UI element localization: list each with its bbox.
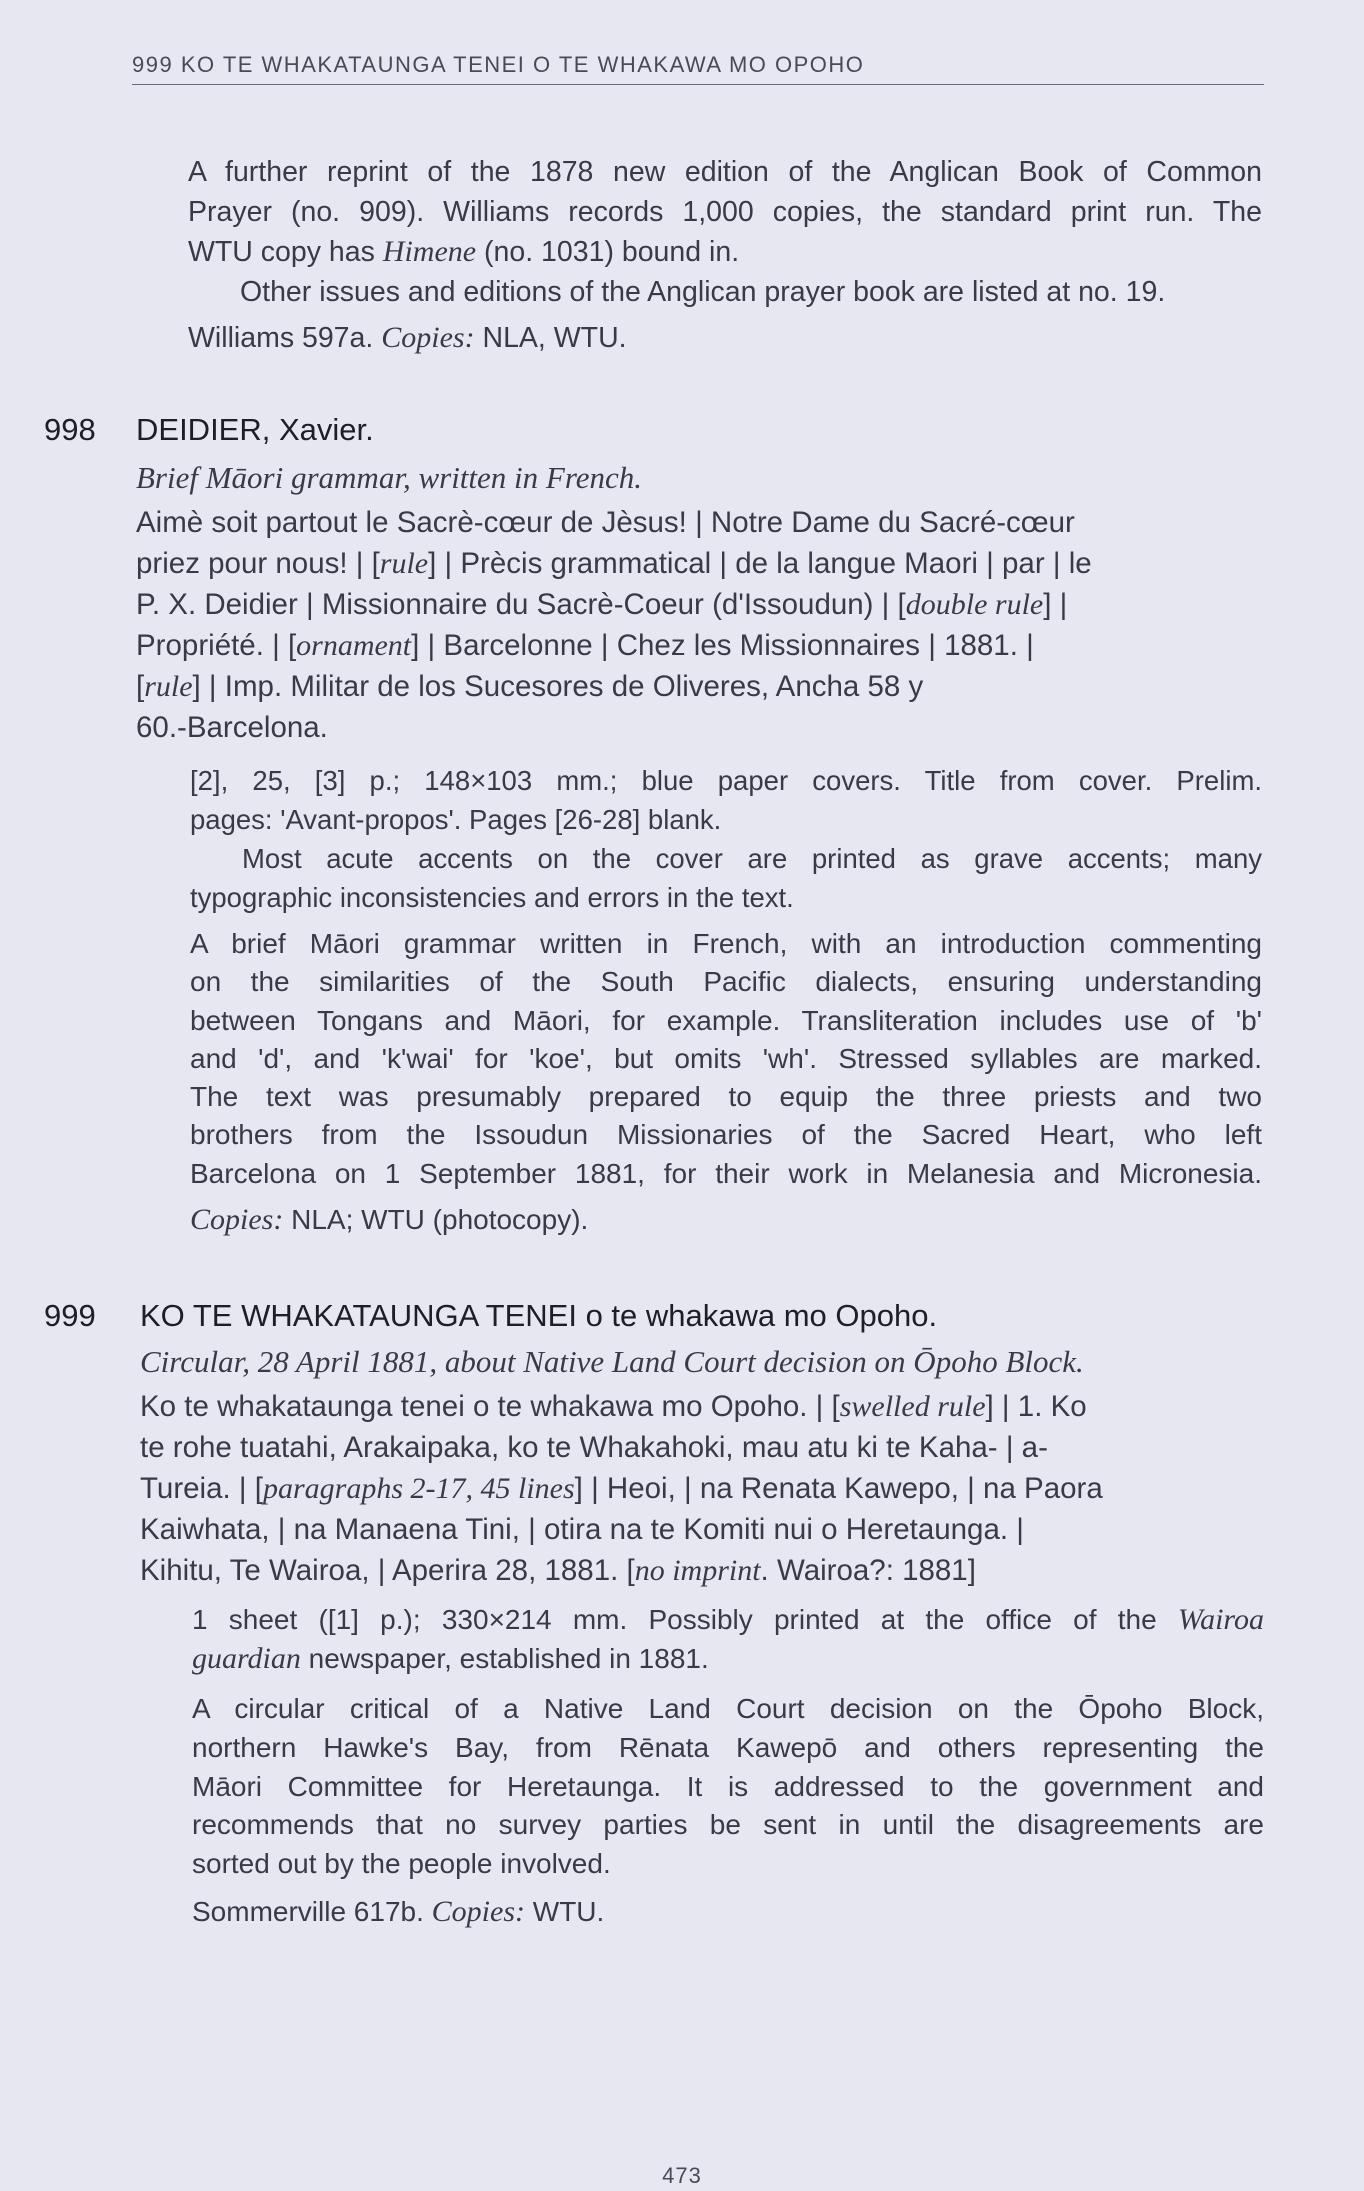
entry-number: 998 [44, 412, 96, 447]
transcription-line [136, 584, 1262, 625]
text-run: Kihitu, Te Wairoa, | Aperira 28, 1881. [ [140, 1554, 635, 1587]
description-line: sorted out by the people involved. [192, 1848, 611, 1880]
entry-description [190, 925, 1262, 1239]
entry-number: 999 [44, 1298, 96, 1333]
text-run: Propriété. | [ [136, 629, 297, 662]
italic-run: ornament [296, 629, 412, 662]
transcription-line: Aimè soit partout le Sacrè-cœur de Jèsus! | Notre Dame du Sacré-cœur [136, 506, 1075, 539]
collation [192, 1600, 1264, 1678]
text-run: ] | Imp. Militar de los Sucesores de Oliveres, Ancha 58 y [192, 670, 924, 703]
entry-title: Brief Māori grammar, written in French. [136, 460, 643, 495]
italic-run: Himene [382, 235, 477, 268]
text-run: P. X. Deidier | Missionnaire du Sacrè-Coeur (d'Issoudun) | [ [136, 588, 906, 621]
text-run: WTU copy has [188, 236, 383, 268]
italic-run: Copies: [190, 1203, 284, 1237]
prev-entry-note: Other issues and editions of the Anglican prayer book are listed at no. 19. [240, 276, 1166, 308]
heading-caps: KO TE WHAKATAUNGA TENEI [140, 1298, 577, 1333]
entry-description [192, 1690, 1264, 1932]
description-line: recommends that no survey parties be sent in until the disagreements are [192, 1809, 1264, 1841]
text-run: newspaper, established in 1881. [300, 1643, 709, 1674]
description-line: A brief Māori grammar written in French, with an introduction commenting [190, 928, 1262, 959]
italic-run: Wairoa [1177, 1603, 1264, 1636]
prev-entry-continuation [188, 152, 1262, 358]
text-run: Sommerville 617b. [192, 1895, 432, 1927]
prev-entry-line [188, 232, 1262, 272]
description-line: on the similarities of the South Pacific dialects, ensuring understanding [190, 966, 1262, 998]
description-line: Barcelona on 1 September 1881, for their work in Melanesia and Micronesia. [190, 1157, 1262, 1189]
collation-line [192, 1639, 1264, 1678]
transcription-line [136, 625, 1262, 666]
italic-run: Copies: [431, 1894, 525, 1928]
prev-entry-reference [188, 318, 1262, 358]
collation [190, 761, 1262, 917]
text-run: ] | Heoi, | na Renata Kawepo, | na Paora [574, 1472, 1103, 1505]
note-line: typographic inconsistencies and errors in the text. [190, 882, 794, 913]
italic-run: Copies: [381, 321, 475, 354]
text-run: Ko te whakataunga tenei o te whakawa mo Opoho. | [ [140, 1390, 840, 1423]
italic-run: rule [379, 547, 429, 580]
text-run: . Wairoa?: 1881] [760, 1554, 976, 1587]
collation-line: pages: 'Avant-propos'. Pages [26-28] blank. [190, 804, 722, 835]
text-run: Williams 597a. [188, 322, 382, 354]
running-head: 999 KO TE WHAKATAUNGA TENEI O TE WHAKAWA MO OPOHO [132, 52, 865, 77]
text-run: . [365, 412, 374, 447]
transcription-line: 60.-Barcelona. [136, 711, 328, 744]
italic-run: paragraphs 2-17, 45 lines [262, 1472, 575, 1505]
italic-run: guardian [192, 1642, 301, 1675]
note-line: Most acute accents on the cover are printed as grave accents; many [242, 843, 1262, 874]
heading-rest: o te whakawa mo Opoho [576, 1298, 929, 1333]
text-run: ] | 1. Ko [985, 1390, 1087, 1423]
collation-line [192, 1600, 1264, 1639]
copies-line [190, 1201, 1262, 1239]
prev-entry-line: Prayer (no. 909). Williams records 1,000 copies, the standard print run. The [188, 196, 1262, 228]
page-number: 473 [662, 2163, 702, 2188]
text-run: NLA, WTU. [474, 322, 627, 354]
text-run: ] | Barcelonne | Chez les Missionnaires | 1881. | [411, 629, 1034, 662]
title-transcription [140, 1386, 1264, 1591]
prev-entry-line: A further reprint of the 1878 new edition of the Anglican Book of Common [188, 156, 1262, 188]
entry-title: Circular, 28 April 1881, about Native Land Court decision on Ōpoho Block. [140, 1344, 1084, 1379]
transcription-line [136, 543, 1262, 584]
title-transcription [136, 502, 1262, 748]
reference-line [192, 1893, 1264, 1932]
text-run: [ [136, 670, 145, 703]
header-rule [132, 84, 1264, 85]
text-run: Tureia. | [ [140, 1472, 263, 1505]
author-name: DEIDIER, Xavier [136, 412, 366, 447]
italic-run: rule [144, 670, 193, 703]
text-run: WTU. [524, 1895, 605, 1927]
text-run: ] | Prècis grammatical | de la langue Maori | par | le [428, 547, 1092, 580]
italic-run: no imprint [634, 1554, 761, 1587]
entry-author [136, 412, 374, 448]
description-line: between Tongans and Māori, for example. Transliteration includes use of 'b' [190, 1004, 1262, 1036]
text-run: 1 sheet ([1] p.); 330×214 mm. Possibly printed at the office of the [192, 1604, 1178, 1635]
description-line: and 'd', and 'k'wai' for 'koe', but omits 'wh'. Stressed syllables are marked. [190, 1042, 1262, 1074]
collation-line: [2], 25, [3] p.; 148×103 mm.; blue paper covers. Title from cover. Prelim. [190, 765, 1262, 796]
text-run: . [928, 1298, 938, 1333]
description-line: The text was presumably prepared to equip the three priests and two [190, 1081, 1262, 1113]
text-run: (no. 1031) bound in. [476, 236, 740, 268]
description-line: A circular critical of a Native Land Court decision on the Ōpoho Block, [192, 1693, 1264, 1724]
transcription-line [140, 1550, 1264, 1591]
description-line: brothers from the Issoudun Missionaries of the Sacred Heart, who left [190, 1119, 1262, 1151]
italic-run: double rule [905, 588, 1044, 621]
transcription-line: te rohe tuatahi, Arakaipaka, ko te Whakahoki, mau atu ki te Kaha- | a- [140, 1431, 1048, 1464]
description-line: Māori Committee for Heretaunga. It is addressed to the government and [192, 1770, 1264, 1802]
text-run: priez pour nous! | [ [136, 547, 380, 580]
text-run: ] | [1043, 588, 1068, 621]
transcription-line: Kaiwhata, | na Manaena Tini, | otira na te Komiti nui o Heretaunga. | [140, 1513, 1024, 1546]
transcription-line [136, 666, 1262, 707]
transcription-line [140, 1468, 1264, 1509]
text-run: NLA; WTU (photocopy). [283, 1204, 589, 1236]
transcription-line [140, 1386, 1264, 1427]
description-line: northern Hawke's Bay, from Rēnata Kawepō and others representing the [192, 1731, 1264, 1763]
italic-run: swelled rule [839, 1390, 986, 1423]
entry-heading [140, 1298, 937, 1334]
